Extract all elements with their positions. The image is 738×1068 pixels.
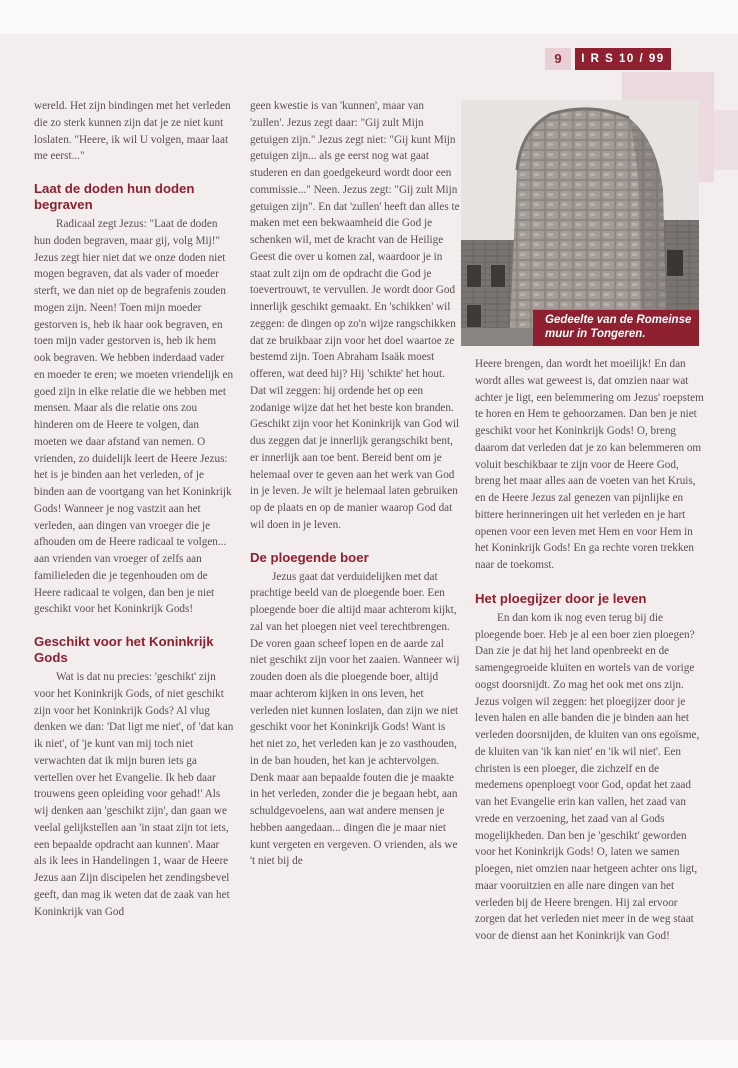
article-column-3 bbox=[475, 356, 705, 945]
article-column-1 bbox=[34, 98, 234, 920]
paragraph: Wat is dat nu precies: 'geschikt' zijn voor het Koninkrijk Gods, of niet geschikt zijn voor het Koninkrijk Gods? Al vlug denken we dan: 'Dat ligt me niet', of 'dat kan ik niet', of 'je kunt van mij toch niet verwachten dat ik mijn buren iets ga vertellen over het Evangelie. Ik heb daar trouwens geen opleiding voor gehad!' Als wij denken aan 'geschikt zijn', dan gaan we veelal gelijkstellen aan 'in staat zijn tot iets, een bepaalde opdracht aan kunnen'. Maar als ik lees in Handelingen 1, waar de Heere Jezus aan Zijn discipelen het zendingsbevel geeft, dan mag ik weten dat de zaak van het Koninkrijk van God bbox=[34, 671, 234, 918]
section-heading: Laat de doden hun doden begraven bbox=[34, 181, 195, 212]
paragraph: Jezus gaat dat verduidelijken met dat prachtige beeld van de ploegende boer. Een ploegende boer die altijd maar achterom kijkt, zal van het ploegen niet veel terechtbrengen. De voren gaan scheef lopen en de aarde zal niet geschikt zijn voor het zaaien. Wanneer wij zouden doen als die ploegende boer, altijd maar achterom kijken in ons leven, het verleden niet kunnen loslaten, dan zijn we niet geschikt voor het Koninkrijk Gods! Want is het niet zo, het verleden kan je zo vasthouden, in de ban houden, het kan je achtervolgen. Denk maar aan bepaalde fouten die je maakte in het verleden, zonder die je begaan hebt, aan schuldgevoelens, aan wat andere mensen je hebben aangedaan... dingen die je maar niet kunt vergeten en vergeven. O vrienden, als we 't niet bij de bbox=[250, 570, 460, 868]
section-heading: De ploegende boer bbox=[250, 549, 369, 565]
section-heading: Het ploegijzer door je leven bbox=[475, 590, 647, 606]
roman-wall-photo bbox=[461, 100, 699, 346]
scan-margin-top bbox=[0, 0, 738, 34]
scan-margin-bottom bbox=[0, 1040, 738, 1068]
paragraph: Heere brengen, dan wordt het moeilijk! En dan wordt alles wat geweest is, dat omzien naar wat achter je ligt, een belemmering om Jezus' roepstem te horen en Hem te gehoorzamen. Dan ben je niet geschikt voor het Koninkrijk Gods! O, breng daarom dat verleden dat je zo kan belemmeren om voluit beschikbaar te zijn voor de Heere God, breng het maar alles aan de voeten van het Kruis, en de Heere Jezus zal genezen van pijnlijke en bittere herinneringen uit het verleden en je hart openen voor een leven met Hem en voor Hem in het Koninkrijk Gods! En ga rechte voren trekken naar de toekomst. bbox=[475, 358, 704, 571]
issue-label: I R S 10 / 99 bbox=[575, 48, 671, 70]
paragraph: wereld. Het zijn bindingen met het verleden die zo sterk kunnen zijn dat je ze niet kunt loslaten. "Heere, ik wil U volgen, maar laat me eerst..." bbox=[34, 100, 231, 163]
photo-caption bbox=[533, 310, 699, 346]
decorative-block bbox=[700, 110, 738, 170]
page-header bbox=[545, 48, 671, 70]
caption-line: Gedeelte van de Romeinse bbox=[545, 314, 692, 326]
article-column-2 bbox=[250, 98, 460, 870]
section-heading: Geschikt voor het Koninkrijk Gods bbox=[34, 634, 214, 665]
page-number: 9 bbox=[545, 48, 571, 70]
paragraph: geen kwestie is van 'kunnen', maar van 'zullen'. Jezus zegt daar: "Gij zult Mijn getuigen zijn." Jezus zegt niet: "Gij kunt Mijn getuigen zijn... als ge eerst nog wat gaat studeren en dan goedgekeurd wordt door een commissie..." Neen. Jezus zegt: "Gij zult Mijn getuigen zijn". En dat 'zullen' heeft dan alles te maken met een bekwaamheid die God je schenken wil, met de kracht van de Heilige Geest die over u komen zal, waardoor je in staat zult zijn om de opdracht die God je toevertrouwt, te vervullen. Je wordt door God innerlijk geschikt gemaakt. En 'schikken' wil zeggen: de dingen op zo'n wijze rangschikken dat ze bruikbaar zijn voor het doel waartoe ze bestemd zijn. Toen Abraham Isaäk moest offeren, wat deed hij? Hij 'schikte' het hout. Dat wil zeggen: hij ordende het op een zodanige wijze dat het het beste kon branden. Geschikt zijn voor het Koninkrijk van God wil dus zeggen dat je innerlijk gerangschikt bent, er innerlijk aan toe bent. Bereid bent om je helemaal over te geven aan het werk van God in je leven. Je wilt je helemaal laten gebruiken op de plaats en op de manier waarop God dat wil doen in je leven. bbox=[250, 100, 460, 531]
paragraph: En dan kom ik nog even terug bij die ploegende boer. Heb je al een boer zien ploegen? Dan zie je dat hij het land openbreekt en de samengegroeide kluiten en wortels van de vorige oogst doorsnijdt. Zo mag het ook met ons zijn. Jezus volgen wil zeggen: het ploegijzer door je leven halen en alle banden die je binden aan het verleden doorsnijden, de kluiten van ons egoïsme, de kluiten van 'ik kan niet' en 'ik wil niet'. Een christen is een ploeger, die zichzelf en de medemens openploegt voor God, opdat het zaad van het Evangelie erin kan vallen, het zaad van vrede en verzoening, het zaad van al Gods mogelijkheden. Dan ben je 'geschikt' geworden voor het Koninkrijk Gods! O, laten we samen ploegen, niet omzien naar hetgeen achter ons ligt, maar vooruitzien en alle nare dingen van het verleden bij de Heere brengen. Hij zal ervoor zorgen dat het verleden niet meer in de weg staat voor de dienst aan het Koninkrijk van God! bbox=[475, 611, 700, 942]
caption-line: muur in Tongeren. bbox=[545, 327, 646, 340]
paragraph: Radicaal zegt Jezus: "Laat de doden hun doden begraven, maar gij, volg Mij!" Jezus zegt hier niet dat we onze doden niet mogen begraven, dat als vader of moeder sterft, we dan niet op de begrafenis zouden mogen zijn. Neen! Toen mijn moeder gestorven is, heb ik haar ook begraven, en toen mijn vader gestorven is, heb ik hem ook begraven. We hebben inderdaad vader en moeder te eren; we moeten vriendelijk en goed zijn in elke relatie die we hebben met mensen. Maar als die relatie ons zou hinderen om de Heere te volgen, dan moeten we daar afstand van nemen. O vrienden, zo duidelijk leert de Heere Jezus: het is je binden aan het verleden, of je binden aan de voortgang van het Koninkrijk Gods! Wanneer je nog vastzit aan het verleden, aan dingen van vroeger die je afhouden om de Heere radicaal te volgen... aan vrienden van vroeger of zelfs aan familieleden die je tegenhouden om de Heere radicaal te volgen, dan ben je niet geschikt voor het Koninkrijk Gods! bbox=[34, 218, 234, 616]
